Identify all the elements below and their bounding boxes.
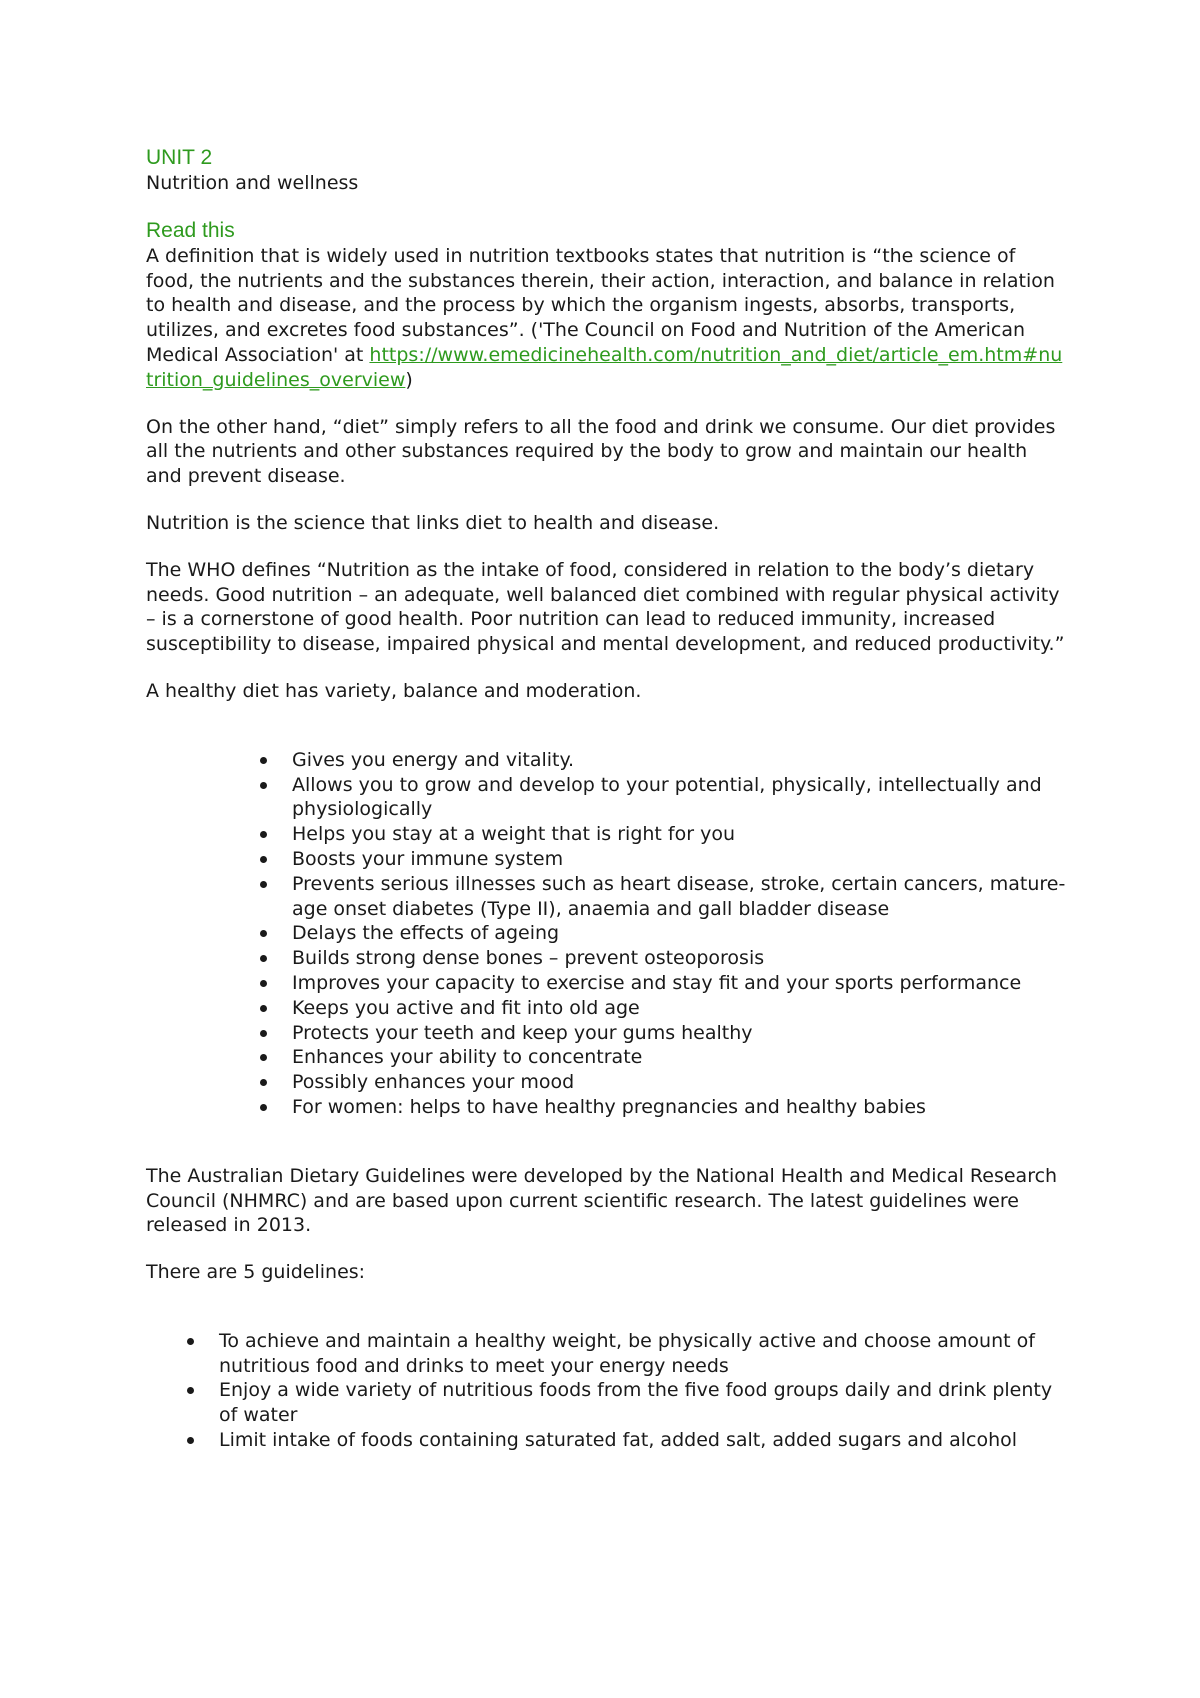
diet-paragraph: On the other hand, “diet” simply refers to all the food and drink we consume. Our diet provides all the nutrients and other substances required by the body to grow and maintain our health and prevent disease. bbox=[146, 415, 1056, 488]
bullet-icon bbox=[260, 782, 267, 789]
list-item: Possibly enhances your mood bbox=[292, 1070, 1066, 1095]
unit-subtitle: Nutrition and wellness bbox=[146, 172, 359, 194]
definition-text: A definition that is widely used in nutrition textbooks states that nutrition is “the science of food, the nutrients and the substances therein, their action, interaction, and balance in relation to health and disease, and the process by which the organism ingests, absorbs, transports, utilizes, and excretes food substances”. ('The Council on Food and Nutrition of the American Medical Association' at bbox=[146, 244, 1055, 366]
bullet-icon bbox=[260, 1030, 267, 1037]
bullet-icon bbox=[260, 1005, 267, 1012]
bullet-icon bbox=[260, 757, 267, 764]
list-item: Helps you stay at a weight that is right for you bbox=[292, 822, 1066, 847]
list-item: Limit intake of foods containing saturated fat, added salt, added sugars and alcohol bbox=[219, 1428, 1066, 1453]
bullet-icon bbox=[260, 980, 267, 987]
guidelines-intro-paragraph: The Australian Dietary Guidelines were developed by the National Health and Medical Research Council (NHMRC) and are based upon current scientific research. The latest guidelines were released in 2013. bbox=[146, 1164, 1058, 1237]
bullet-icon bbox=[260, 1079, 267, 1086]
bullet-icon bbox=[187, 1338, 194, 1345]
list-item: Allows you to grow and develop to your potential, physically, intellectually and physiologically bbox=[292, 773, 1066, 823]
guidelines-count-paragraph: There are 5 guidelines: bbox=[146, 1261, 366, 1284]
bullet-icon bbox=[260, 930, 267, 937]
healthy-diet-paragraph: A healthy diet has variety, balance and moderation. bbox=[146, 679, 642, 702]
who-paragraph: The WHO defines “Nutrition as the intake of food, considered in relation to the body’s dietary needs. Good nutrition – an adequate, well balanced diet combined with regular physical activity – is a cornerstone of good health. Poor nutrition can lead to reduced immunity, increased susceptibility to disease, impaired physical and mental development, and reduced productivity.” bbox=[146, 558, 1065, 656]
definition-paragraph bbox=[146, 244, 1066, 393]
list-item: Enjoy a wide variety of nutritious foods from the five food groups daily and drink plenty of water bbox=[219, 1378, 1066, 1428]
bullet-icon bbox=[260, 831, 267, 838]
list-item: Gives you energy and vitality. bbox=[292, 748, 1066, 773]
list-item: Improves your capacity to exercise and stay fit and your sports performance bbox=[292, 971, 1066, 996]
emedicinehealth-link[interactable]: https://www.emedicinehealth.com/nutrition_and_diet/article_em.htm#nutrition_guidelines_overview bbox=[146, 343, 1063, 391]
list-item: Builds strong dense bones – prevent osteoporosis bbox=[292, 946, 1066, 971]
list-item: Protects your teeth and keep your gums healthy bbox=[292, 1021, 1066, 1046]
list-item: Prevents serious illnesses such as heart disease, stroke, certain cancers, mature-age onset diabetes (Type II), anaemia and gall bladder disease bbox=[292, 872, 1066, 922]
list-item: Keeps you active and fit into old age bbox=[292, 996, 1066, 1021]
bullet-icon bbox=[187, 1387, 194, 1394]
definition-close: ) bbox=[405, 368, 413, 391]
bullet-icon bbox=[187, 1437, 194, 1444]
document-page bbox=[146, 145, 1066, 1453]
list-item: For women: helps to have healthy pregnancies and healthy babies bbox=[292, 1095, 1066, 1120]
list-item: Enhances your ability to concentrate bbox=[292, 1045, 1066, 1070]
bullet-icon bbox=[260, 881, 267, 888]
bullet-icon bbox=[260, 1054, 267, 1061]
list-item: Boosts your immune system bbox=[292, 847, 1066, 872]
science-paragraph: Nutrition is the science that links diet to health and disease. bbox=[146, 511, 720, 534]
read-heading: Read this bbox=[146, 218, 235, 242]
list-item: To achieve and maintain a healthy weight, be physically active and choose amount of nutritious food and drinks to meet your energy needs bbox=[219, 1329, 1066, 1379]
guidelines-list bbox=[146, 1329, 1066, 1453]
benefits-list bbox=[146, 748, 1066, 1120]
bullet-icon bbox=[260, 955, 267, 962]
bullet-icon bbox=[260, 1104, 267, 1111]
list-item: Delays the effects of ageing bbox=[292, 921, 1066, 946]
unit-title: UNIT 2 bbox=[146, 146, 213, 169]
bullet-icon bbox=[260, 856, 267, 863]
